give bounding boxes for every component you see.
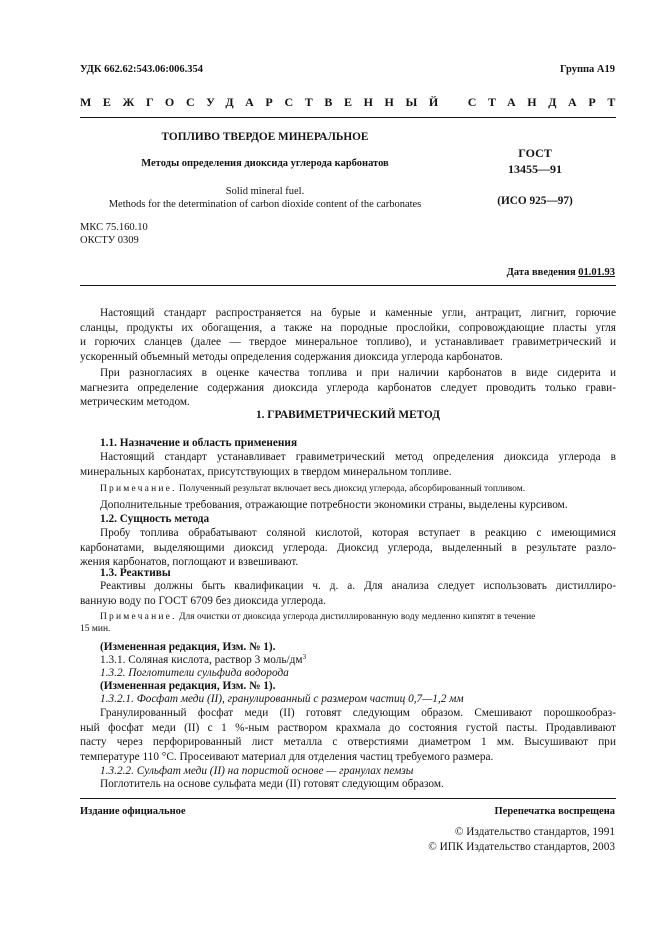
text-line: Настоящий стандарт устанавливает гравиметрический метод определения диоксида углерода в	[100, 451, 616, 463]
text-line: пасту через перфорированный лист металла с отверстиями диаметром 1 мм. Высушивают при	[80, 736, 616, 748]
introduction-date-label: Дата введения	[506, 267, 576, 278]
standard-type-word-2: СТАНДАРТ	[467, 95, 627, 109]
introduction-date-value: 01.01.93	[578, 267, 615, 278]
superscript: 3	[302, 653, 307, 661]
note-label: Примечание.	[100, 612, 177, 622]
text-line: Пробу топлива обрабатывают соляной кислотой, которая вступает в реакцию с имеющимися	[100, 527, 616, 539]
amendment-note-2: (Измененная редакция, Изм. № 1).	[100, 680, 276, 692]
text-line: ный фосфат меди (II) с 1 %-ным раствором крахмала до состояния густой пасты. Продавливают	[80, 721, 616, 734]
text-line: магнезита определение содержания диоксида углерода карбонатов следует проводить только грави-	[80, 381, 616, 394]
clause-1-1-text	[80, 450, 616, 479]
document-title: ТОПЛИВО ТВЕРДОЕ МИНЕРАЛЬНОЕ	[161, 131, 369, 143]
text-line: сланцы, продукты их обогащения, а также на породные прослойки, сопровождающие пласты угля	[80, 321, 616, 334]
reprint-prohibited: Перепечатка воспрещена	[494, 806, 615, 817]
clause-1-3-2-2-text: Поглотитель на основе сульфата меди (II) готовят следующим образом.	[100, 778, 444, 790]
clause-1-3-2-1-text	[80, 706, 616, 764]
copyright-2003: © ИПК Издательство стандартов, 2003	[428, 841, 615, 853]
clause-1-3-2: 1.3.2. Поглотители сульфида водорода	[100, 667, 289, 679]
intro-paragraph-1	[80, 306, 616, 364]
official-edition: Издание официальное	[80, 806, 186, 817]
english-title: Solid mineral fuel.	[225, 186, 305, 197]
footer-rule	[80, 798, 616, 799]
introduction-date	[507, 267, 615, 278]
clause-1-3-heading: 1.3. Реактивы	[100, 567, 171, 579]
gost-label: ГОСТ	[518, 146, 552, 160]
okstu-code: ОКСТУ 0309	[80, 235, 139, 246]
text-line: карбонатами, выделяющими диоксид углерода. Диоксид углерода, выделенный в результате разло-	[80, 541, 616, 554]
text-line: ускоренный объемный методы определения содержания диоксида углерода карбонатов.	[80, 350, 503, 363]
clause-1-2-text	[80, 526, 616, 570]
text-line: метрическим методом.	[80, 396, 190, 408]
udc-code: УДК 662.62:543.06:006.354	[80, 64, 203, 75]
note-2-text: Для очистки от диоксида углерода дистиллированную воду медленно кипятят в течение	[179, 612, 536, 622]
note-1-text: Полученный результат включает весь диоксид углерода, абсорбированный топливом.	[179, 484, 526, 494]
amendment-note-1: (Измененная редакция, Изм. № 1).	[100, 641, 276, 653]
text-line: и горючих сланцев (далее — твердое минеральное топливо), и устанавливает гравиметрический и	[80, 336, 616, 348]
clause-1-3-2-2-heading: 1.3.2.2. Сульфат меди (II) на пористой основе — гранулах пемзы	[100, 765, 414, 777]
clause-1-3-2-1-heading: 1.3.2.1. Фосфат меди (II), гранулированный с размером частиц 0,7—1,2 мм	[100, 693, 464, 705]
iso-reference: (ИСО 925—97)	[497, 195, 573, 207]
standard-type-word-1: МЕЖГОСУДАРСТВЕННЫЙ	[80, 95, 450, 109]
text-line: минеральных карбонатах, присутствующих в твердом минеральном топливе.	[80, 465, 452, 478]
extra-requirements: Дополнительные требования, отражающие потребности экономики страны, выделены курсивом.	[100, 499, 568, 511]
text-line: жения карбонатов, поглощают и взвешивают.	[80, 556, 299, 568]
note-1	[100, 484, 525, 494]
text-line: ванную воду по ГОСТ 6709 без диоксида углерода.	[80, 594, 326, 607]
mks-code: МКС 75.160.10	[80, 222, 148, 233]
text-line: При разногласиях в оценке качества топлива и при наличии карбонатов в виде сидерита и	[100, 367, 616, 379]
clause-1-3-1	[100, 654, 306, 666]
text-line: Настоящий стандарт распространяется на бурые и каменные угли, антрацит, лигнит, горючие	[100, 307, 616, 319]
clause-1-3-1-text: 1.3.1. Соляная кислота, раствор 3 моль/дм	[100, 654, 303, 666]
gost-number: 13455—91	[508, 162, 562, 176]
note-label: Примечание.	[100, 484, 177, 494]
document-subtitle: Методы определения диоксида углерода карбонатов	[141, 158, 389, 169]
note-2	[100, 612, 616, 622]
group-code: Группа А19	[559, 64, 615, 75]
section-1-title: 1. ГРАВИМЕТРИЧЕСКИЙ МЕТОД	[256, 409, 440, 421]
copyright-1991: © Издательство стандартов, 1991	[454, 826, 615, 838]
text-line: Гранулированный фосфат меди (II) готовят следующим образом. Смешивают порошкообраз-	[100, 707, 616, 719]
english-subtitle: Methods for the determination of carbon dioxide content of the carbonates	[108, 199, 422, 210]
header-rule	[80, 117, 616, 118]
clause-1-2-heading: 1.2. Сущность метода	[100, 513, 210, 525]
note-2-text-continued: 15 мин.	[80, 624, 111, 634]
clause-1-3-text	[80, 579, 616, 608]
text-line: температуре 110 °С. Просеивают материал для отделения частиц требуемого размера.	[80, 750, 494, 763]
text-line: Реактивы должны быть квалификации ч. д. а. Для анализа следует использовать дистиллиро-	[100, 580, 616, 592]
clause-1-1-heading: 1.1. Назначение и область применения	[100, 437, 298, 449]
intro-paragraph-2	[80, 366, 616, 410]
title-block-rule	[80, 285, 616, 286]
